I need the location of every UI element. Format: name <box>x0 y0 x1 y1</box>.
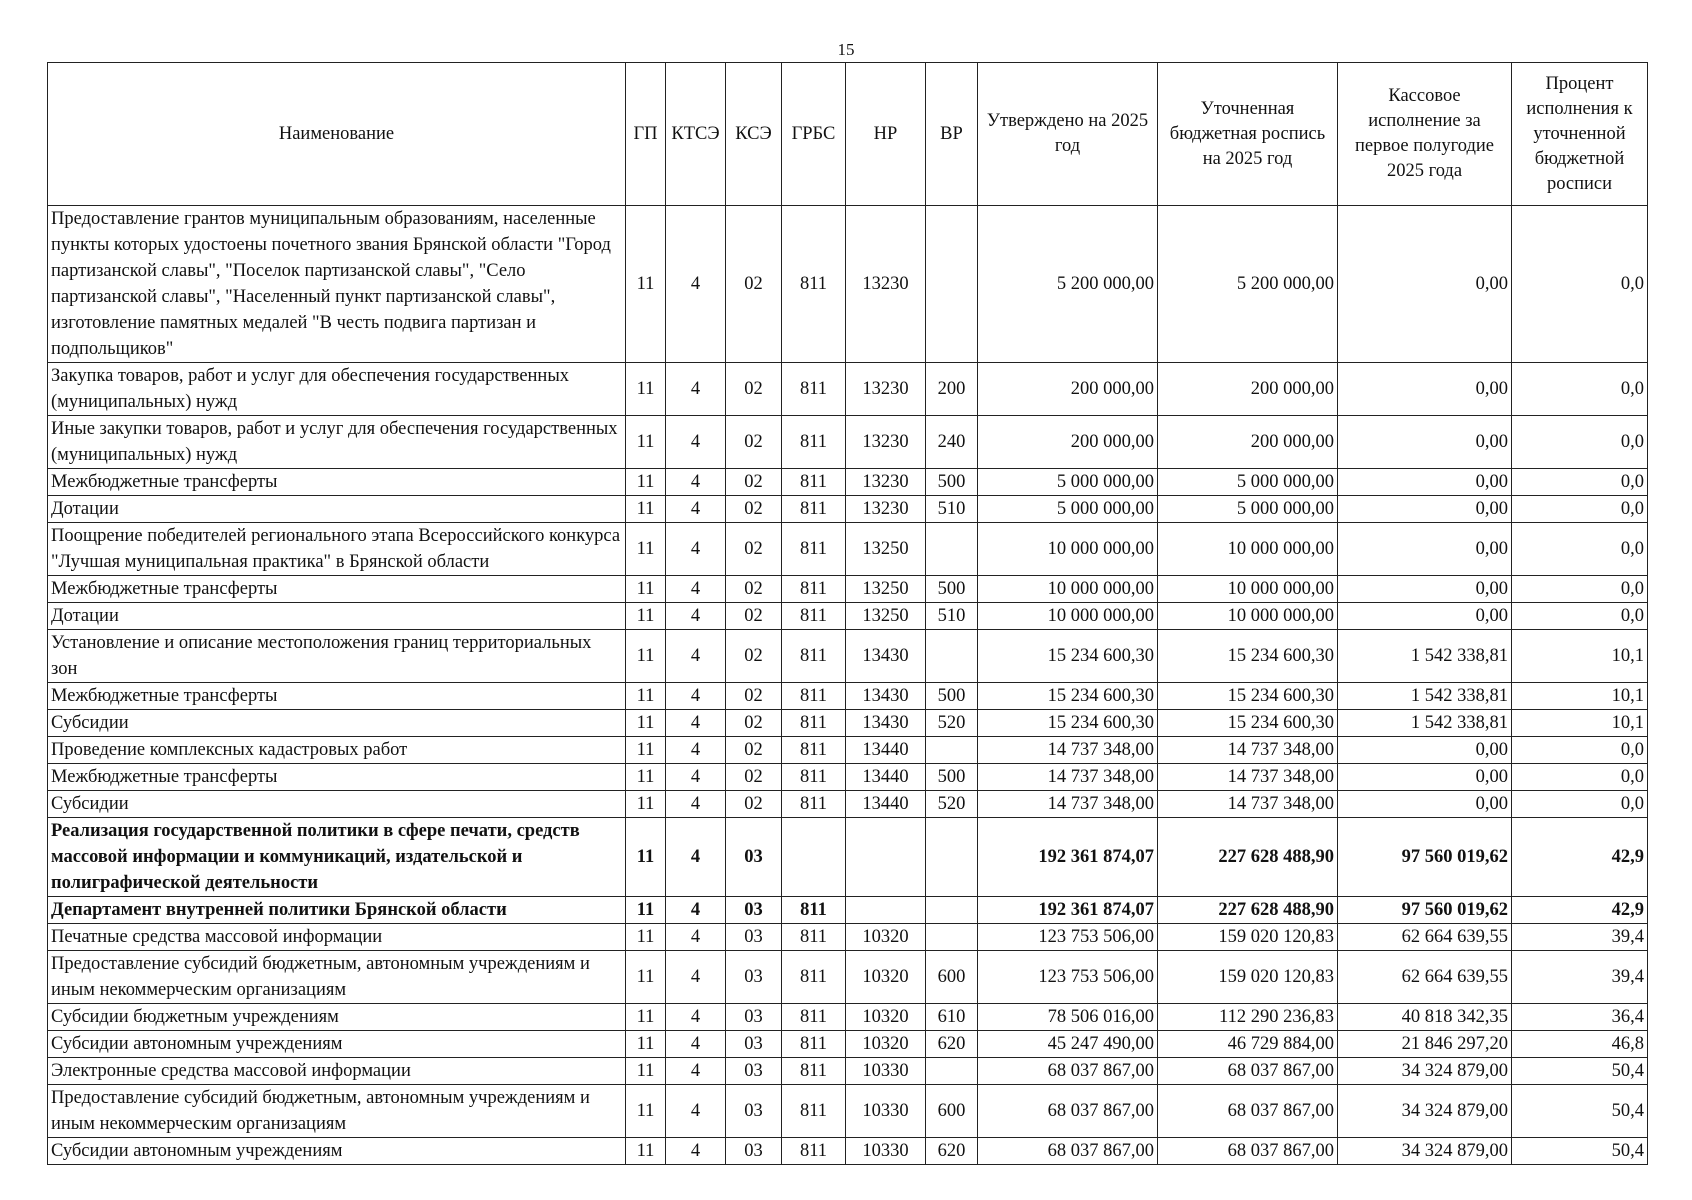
cell-refined: 159 020 120,83 <box>1158 951 1338 1004</box>
cell-vr: 610 <box>926 1004 978 1031</box>
cell-kse: 02 <box>726 737 782 764</box>
cell-kse: 02 <box>726 603 782 630</box>
header-kse: КСЭ <box>726 63 782 206</box>
cell-nr: 13230 <box>846 363 926 416</box>
cell-percent: 42,9 <box>1512 897 1648 924</box>
cell-refined: 5 200 000,00 <box>1158 206 1338 363</box>
table-row <box>48 951 1648 1004</box>
cell-gp: 11 <box>626 416 666 469</box>
cell-percent: 50,4 <box>1512 1085 1648 1138</box>
header-nr: НР <box>846 63 926 206</box>
cell-kse: 03 <box>726 951 782 1004</box>
header-vr: ВР <box>926 63 978 206</box>
cell-name: Межбюджетные трансферты <box>48 576 626 603</box>
cell-vr: 500 <box>926 469 978 496</box>
cell-approved: 14 737 348,00 <box>978 764 1158 791</box>
cell-vr: 510 <box>926 496 978 523</box>
header-gp: ГП <box>626 63 666 206</box>
cell-name: Дотации <box>48 496 626 523</box>
cell-refined: 200 000,00 <box>1158 363 1338 416</box>
table-row <box>48 710 1648 737</box>
table-row <box>48 764 1648 791</box>
cell-vr: 500 <box>926 764 978 791</box>
cell-name: Предоставление субсидий бюджетным, автономным учреждениям и иным некоммерческим организациям <box>48 951 626 1004</box>
cell-ktse: 4 <box>666 897 726 924</box>
cell-refined: 68 037 867,00 <box>1158 1058 1338 1085</box>
cell-percent: 0,0 <box>1512 764 1648 791</box>
cell-grbs: 811 <box>782 764 846 791</box>
cell-name: Установление и описание местоположения границ территориальных зон <box>48 630 626 683</box>
cell-grbs: 811 <box>782 603 846 630</box>
cell-kse: 02 <box>726 469 782 496</box>
cell-vr: 510 <box>926 603 978 630</box>
cell-ktse: 4 <box>666 1085 726 1138</box>
cell-nr: 13250 <box>846 576 926 603</box>
cell-kse: 02 <box>726 206 782 363</box>
cell-refined: 10 000 000,00 <box>1158 603 1338 630</box>
cell-ktse: 4 <box>666 496 726 523</box>
cell-percent: 0,0 <box>1512 603 1648 630</box>
cell-percent: 0,0 <box>1512 737 1648 764</box>
cell-kse: 03 <box>726 1138 782 1165</box>
table-row <box>48 1031 1648 1058</box>
cell-grbs: 811 <box>782 363 846 416</box>
cell-refined: 14 737 348,00 <box>1158 737 1338 764</box>
table-row <box>48 1138 1648 1165</box>
cell-grbs: 811 <box>782 576 846 603</box>
cell-percent: 10,1 <box>1512 630 1648 683</box>
cell-kse: 03 <box>726 1058 782 1085</box>
cell-vr <box>926 523 978 576</box>
cell-name: Межбюджетные трансферты <box>48 683 626 710</box>
cell-kse: 02 <box>726 496 782 523</box>
cell-kse: 02 <box>726 523 782 576</box>
cell-refined: 159 020 120,83 <box>1158 924 1338 951</box>
cell-cash: 0,00 <box>1338 363 1512 416</box>
cell-approved: 5 200 000,00 <box>978 206 1158 363</box>
cell-nr: 10320 <box>846 1031 926 1058</box>
cell-approved: 192 361 874,07 <box>978 818 1158 897</box>
cell-cash: 1 542 338,81 <box>1338 683 1512 710</box>
header-approved: Утверждено на 2025 год <box>978 63 1158 206</box>
cell-cash: 97 560 019,62 <box>1338 897 1512 924</box>
cell-refined: 5 000 000,00 <box>1158 496 1338 523</box>
cell-name: Дотации <box>48 603 626 630</box>
cell-cash: 34 324 879,00 <box>1338 1085 1512 1138</box>
cell-percent: 0,0 <box>1512 416 1648 469</box>
cell-name: Предоставление грантов муниципальным образованиям, населенные пункты которых удостоены почетного звания Брянской области "Город партизанской славы", "Поселок партизанской славы", "Село партизанской славы", "Населенный пункт партизанской славы", изготовление памятных медалей "В честь подвига партизан и подпольщиков" <box>48 206 626 363</box>
cell-ktse: 4 <box>666 1004 726 1031</box>
cell-ktse: 4 <box>666 576 726 603</box>
cell-nr: 13230 <box>846 469 926 496</box>
cell-ktse: 4 <box>666 1058 726 1085</box>
header-cash: Кассовое исполнение за первое полугодие 2025 года <box>1338 63 1512 206</box>
cell-cash: 62 664 639,55 <box>1338 951 1512 1004</box>
cell-gp: 11 <box>626 1058 666 1085</box>
cell-approved: 68 037 867,00 <box>978 1085 1158 1138</box>
table-row <box>48 469 1648 496</box>
cell-grbs <box>782 818 846 897</box>
cell-gp: 11 <box>626 496 666 523</box>
cell-name: Закупка товаров, работ и услуг для обеспечения государственных (муниципальных) нужд <box>48 363 626 416</box>
cell-cash: 0,00 <box>1338 496 1512 523</box>
cell-approved: 78 506 016,00 <box>978 1004 1158 1031</box>
cell-grbs: 811 <box>782 1004 846 1031</box>
cell-refined: 10 000 000,00 <box>1158 523 1338 576</box>
cell-vr <box>926 924 978 951</box>
cell-grbs: 811 <box>782 523 846 576</box>
cell-percent: 0,0 <box>1512 496 1648 523</box>
cell-grbs: 811 <box>782 924 846 951</box>
cell-approved: 10 000 000,00 <box>978 523 1158 576</box>
cell-refined: 68 037 867,00 <box>1158 1085 1338 1138</box>
cell-ktse: 4 <box>666 363 726 416</box>
table-row <box>48 897 1648 924</box>
cell-vr <box>926 818 978 897</box>
cell-ktse: 4 <box>666 924 726 951</box>
header-ktse: КТСЭ <box>666 63 726 206</box>
cell-approved: 123 753 506,00 <box>978 924 1158 951</box>
cell-gp: 11 <box>626 363 666 416</box>
table-header-row <box>48 63 1648 206</box>
cell-nr: 13440 <box>846 791 926 818</box>
cell-percent: 0,0 <box>1512 206 1648 363</box>
budget-table <box>47 62 1648 1165</box>
header-name: Наименование <box>48 63 626 206</box>
cell-vr: 240 <box>926 416 978 469</box>
cell-approved: 15 234 600,30 <box>978 683 1158 710</box>
cell-ktse: 4 <box>666 683 726 710</box>
cell-gp: 11 <box>626 897 666 924</box>
cell-nr <box>846 897 926 924</box>
table-row <box>48 363 1648 416</box>
cell-grbs: 811 <box>782 496 846 523</box>
cell-refined: 112 290 236,83 <box>1158 1004 1338 1031</box>
cell-nr: 13440 <box>846 737 926 764</box>
cell-nr: 13230 <box>846 416 926 469</box>
cell-gp: 11 <box>626 737 666 764</box>
cell-ktse: 4 <box>666 1138 726 1165</box>
cell-ktse: 4 <box>666 416 726 469</box>
cell-cash: 40 818 342,35 <box>1338 1004 1512 1031</box>
cell-nr: 10330 <box>846 1085 926 1138</box>
table-row <box>48 1085 1648 1138</box>
cell-refined: 15 234 600,30 <box>1158 630 1338 683</box>
header-grbs: ГРБС <box>782 63 846 206</box>
cell-ktse: 4 <box>666 710 726 737</box>
cell-cash: 0,00 <box>1338 576 1512 603</box>
cell-ktse: 4 <box>666 951 726 1004</box>
cell-approved: 15 234 600,30 <box>978 710 1158 737</box>
cell-nr: 13430 <box>846 710 926 737</box>
cell-nr: 13440 <box>846 764 926 791</box>
table-row <box>48 630 1648 683</box>
cell-gp: 11 <box>626 206 666 363</box>
cell-grbs: 811 <box>782 710 846 737</box>
cell-name: Межбюджетные трансферты <box>48 764 626 791</box>
cell-approved: 10 000 000,00 <box>978 603 1158 630</box>
cell-kse: 02 <box>726 683 782 710</box>
cell-nr: 13430 <box>846 683 926 710</box>
cell-name: Межбюджетные трансферты <box>48 469 626 496</box>
cell-kse: 02 <box>726 363 782 416</box>
cell-nr: 10330 <box>846 1138 926 1165</box>
cell-percent: 10,1 <box>1512 710 1648 737</box>
cell-vr: 520 <box>926 791 978 818</box>
cell-kse: 02 <box>726 576 782 603</box>
cell-cash: 0,00 <box>1338 523 1512 576</box>
cell-percent: 46,8 <box>1512 1031 1648 1058</box>
cell-grbs: 811 <box>782 683 846 710</box>
cell-ktse: 4 <box>666 818 726 897</box>
cell-vr <box>926 737 978 764</box>
cell-kse: 02 <box>726 764 782 791</box>
cell-percent: 0,0 <box>1512 791 1648 818</box>
cell-kse: 02 <box>726 630 782 683</box>
cell-ktse: 4 <box>666 630 726 683</box>
cell-kse: 03 <box>726 924 782 951</box>
cell-name: Субсидии <box>48 710 626 737</box>
cell-name: Электронные средства массовой информации <box>48 1058 626 1085</box>
cell-refined: 15 234 600,30 <box>1158 710 1338 737</box>
cell-approved: 200 000,00 <box>978 416 1158 469</box>
cell-percent: 39,4 <box>1512 924 1648 951</box>
cell-gp: 11 <box>626 603 666 630</box>
cell-percent: 50,4 <box>1512 1138 1648 1165</box>
cell-vr: 500 <box>926 576 978 603</box>
cell-percent: 42,9 <box>1512 818 1648 897</box>
cell-name: Субсидии <box>48 791 626 818</box>
table-row <box>48 603 1648 630</box>
cell-cash: 0,00 <box>1338 737 1512 764</box>
cell-grbs: 811 <box>782 951 846 1004</box>
cell-name: Департамент внутренней политики Брянской области <box>48 897 626 924</box>
cell-grbs: 811 <box>782 416 846 469</box>
cell-refined: 46 729 884,00 <box>1158 1031 1338 1058</box>
cell-gp: 11 <box>626 1138 666 1165</box>
cell-kse: 03 <box>726 1085 782 1138</box>
cell-nr: 13250 <box>846 523 926 576</box>
cell-gp: 11 <box>626 791 666 818</box>
cell-vr <box>926 630 978 683</box>
table-row <box>48 818 1648 897</box>
cell-kse: 02 <box>726 416 782 469</box>
cell-name: Печатные средства массовой информации <box>48 924 626 951</box>
cell-approved: 45 247 490,00 <box>978 1031 1158 1058</box>
cell-nr: 13230 <box>846 496 926 523</box>
table-row <box>48 737 1648 764</box>
cell-name: Субсидии автономным учреждениям <box>48 1138 626 1165</box>
cell-approved: 10 000 000,00 <box>978 576 1158 603</box>
cell-name: Предоставление субсидий бюджетным, автономным учреждениям и иным некоммерческим организациям <box>48 1085 626 1138</box>
table-row <box>48 416 1648 469</box>
cell-name: Иные закупки товаров, работ и услуг для обеспечения государственных (муниципальных) нужд <box>48 416 626 469</box>
cell-grbs: 811 <box>782 1031 846 1058</box>
cell-refined: 15 234 600,30 <box>1158 683 1338 710</box>
cell-vr: 500 <box>926 683 978 710</box>
cell-cash: 97 560 019,62 <box>1338 818 1512 897</box>
table-row <box>48 576 1648 603</box>
cell-grbs: 811 <box>782 897 846 924</box>
cell-gp: 11 <box>626 1031 666 1058</box>
cell-vr: 520 <box>926 710 978 737</box>
cell-name: Поощрение победителей регионального этапа Всероссийского конкурса "Лучшая муниципальная практика" в Брянской области <box>48 523 626 576</box>
cell-vr <box>926 897 978 924</box>
table-row <box>48 924 1648 951</box>
cell-vr: 600 <box>926 1085 978 1138</box>
cell-ktse: 4 <box>666 469 726 496</box>
cell-approved: 14 737 348,00 <box>978 737 1158 764</box>
cell-refined: 10 000 000,00 <box>1158 576 1338 603</box>
cell-vr: 200 <box>926 363 978 416</box>
cell-refined: 200 000,00 <box>1158 416 1338 469</box>
cell-gp: 11 <box>626 1004 666 1031</box>
cell-grbs: 811 <box>782 1058 846 1085</box>
page-number: 15 <box>837 40 855 59</box>
cell-approved: 200 000,00 <box>978 363 1158 416</box>
cell-gp: 11 <box>626 683 666 710</box>
cell-kse: 03 <box>726 897 782 924</box>
table-row <box>48 1058 1648 1085</box>
table-row <box>48 1004 1648 1031</box>
cell-nr: 10320 <box>846 951 926 1004</box>
cell-refined: 227 628 488,90 <box>1158 818 1338 897</box>
cell-cash: 0,00 <box>1338 416 1512 469</box>
cell-vr: 620 <box>926 1031 978 1058</box>
cell-grbs: 811 <box>782 469 846 496</box>
cell-gp: 11 <box>626 576 666 603</box>
cell-grbs: 811 <box>782 206 846 363</box>
cell-nr: 13230 <box>846 206 926 363</box>
cell-cash: 1 542 338,81 <box>1338 710 1512 737</box>
cell-refined: 14 737 348,00 <box>1158 764 1338 791</box>
cell-kse: 02 <box>726 710 782 737</box>
cell-nr: 10320 <box>846 924 926 951</box>
cell-percent: 36,4 <box>1512 1004 1648 1031</box>
cell-percent: 50,4 <box>1512 1058 1648 1085</box>
cell-approved: 5 000 000,00 <box>978 469 1158 496</box>
cell-name: Субсидии бюджетным учреждениям <box>48 1004 626 1031</box>
cell-gp: 11 <box>626 951 666 1004</box>
table-row <box>48 791 1648 818</box>
cell-cash: 0,00 <box>1338 791 1512 818</box>
cell-approved: 14 737 348,00 <box>978 791 1158 818</box>
header-percent: Процент исполнения к уточненной бюджетной росписи <box>1512 63 1648 206</box>
cell-percent: 0,0 <box>1512 363 1648 416</box>
cell-nr: 13250 <box>846 603 926 630</box>
cell-kse: 02 <box>726 791 782 818</box>
cell-ktse: 4 <box>666 523 726 576</box>
cell-percent: 0,0 <box>1512 469 1648 496</box>
table-body <box>48 206 1648 1165</box>
cell-nr: 10330 <box>846 1058 926 1085</box>
cell-ktse: 4 <box>666 603 726 630</box>
cell-vr: 620 <box>926 1138 978 1165</box>
cell-approved: 123 753 506,00 <box>978 951 1158 1004</box>
cell-gp: 11 <box>626 1085 666 1138</box>
cell-ktse: 4 <box>666 1031 726 1058</box>
cell-cash: 1 542 338,81 <box>1338 630 1512 683</box>
cell-cash: 62 664 639,55 <box>1338 924 1512 951</box>
cell-cash: 34 324 879,00 <box>1338 1138 1512 1165</box>
cell-vr <box>926 206 978 363</box>
cell-nr: 10320 <box>846 1004 926 1031</box>
cell-kse: 03 <box>726 1004 782 1031</box>
cell-cash: 21 846 297,20 <box>1338 1031 1512 1058</box>
cell-refined: 227 628 488,90 <box>1158 897 1338 924</box>
cell-nr <box>846 818 926 897</box>
cell-approved: 68 037 867,00 <box>978 1138 1158 1165</box>
cell-grbs: 811 <box>782 630 846 683</box>
table-row <box>48 496 1648 523</box>
cell-gp: 11 <box>626 710 666 737</box>
cell-nr: 13430 <box>846 630 926 683</box>
cell-ktse: 4 <box>666 791 726 818</box>
cell-cash: 0,00 <box>1338 603 1512 630</box>
cell-name: Субсидии автономным учреждениям <box>48 1031 626 1058</box>
cell-refined: 14 737 348,00 <box>1158 791 1338 818</box>
cell-ktse: 4 <box>666 737 726 764</box>
cell-cash: 0,00 <box>1338 469 1512 496</box>
cell-gp: 11 <box>626 469 666 496</box>
cell-gp: 11 <box>626 764 666 791</box>
header-refined: Уточненная бюджетная роспись на 2025 год <box>1158 63 1338 206</box>
cell-gp: 11 <box>626 818 666 897</box>
cell-percent: 0,0 <box>1512 523 1648 576</box>
cell-vr <box>926 1058 978 1085</box>
cell-ktse: 4 <box>666 206 726 363</box>
cell-percent: 39,4 <box>1512 951 1648 1004</box>
table-row <box>48 523 1648 576</box>
cell-approved: 15 234 600,30 <box>978 630 1158 683</box>
cell-cash: 0,00 <box>1338 206 1512 363</box>
cell-approved: 68 037 867,00 <box>978 1058 1158 1085</box>
cell-refined: 5 000 000,00 <box>1158 469 1338 496</box>
cell-grbs: 811 <box>782 791 846 818</box>
cell-approved: 192 361 874,07 <box>978 897 1158 924</box>
cell-cash: 0,00 <box>1338 764 1512 791</box>
cell-percent: 10,1 <box>1512 683 1648 710</box>
cell-refined: 68 037 867,00 <box>1158 1138 1338 1165</box>
cell-name: Реализация государственной политики в сфере печати, средств массовой информации и коммуникаций, издательской и полиграфической деятельности <box>48 818 626 897</box>
cell-kse: 03 <box>726 1031 782 1058</box>
cell-grbs: 811 <box>782 737 846 764</box>
cell-kse: 03 <box>726 818 782 897</box>
table-row <box>48 206 1648 363</box>
cell-vr: 600 <box>926 951 978 1004</box>
cell-gp: 11 <box>626 630 666 683</box>
cell-gp: 11 <box>626 523 666 576</box>
cell-approved: 5 000 000,00 <box>978 496 1158 523</box>
cell-name: Проведение комплексных кадастровых работ <box>48 737 626 764</box>
cell-percent: 0,0 <box>1512 576 1648 603</box>
table-row <box>48 683 1648 710</box>
cell-grbs: 811 <box>782 1138 846 1165</box>
cell-gp: 11 <box>626 924 666 951</box>
cell-cash: 34 324 879,00 <box>1338 1058 1512 1085</box>
cell-ktse: 4 <box>666 764 726 791</box>
cell-grbs: 811 <box>782 1085 846 1138</box>
